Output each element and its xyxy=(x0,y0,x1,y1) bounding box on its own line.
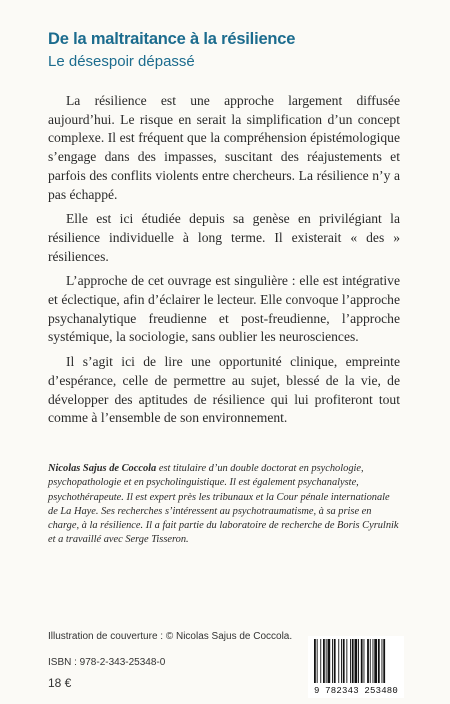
barcode-bars-icon xyxy=(308,636,404,686)
author-bio xyxy=(48,462,400,548)
isbn: ISBN : 978-2-343-25348-0 xyxy=(48,657,166,668)
author-bio-text: est titulaire d’un double doctorat en psychologie, psychopathologie et en psycholinguistique. Il est également psychanalyste, psychothérapeute. Il est expert près les tribunaux et la Cour pénale internationale de La Haye. Ses recherches s’intéressent au psychotraumatisme, à sa prise en charge, à la résilience. Il a fait partie du laboratoire de recherche de Boris Cyrulnik et a travaillé avec Serge Tisseron. xyxy=(48,463,399,546)
summary-paragraph: La résilience est une approche largement diffusée aujourd’hui. Le risque en serait la simplification d’un concept complexe. Il est fréquent que la compréhension épistémologique s’engage dans des impasses, suscitant des réajustements et parfois des conflits violents entre chercheurs. La résilience n’y a pas échappé. xyxy=(48,93,400,202)
summary-paragraph: Elle est ici étudiée depuis sa genèse en privilégiant la résilience individuelle à long terme. Il existerait « des » résiliences. xyxy=(48,211,400,264)
summary-paragraph: L’approche de cet ouvrage est singulière : elle est intégrative et éclectique, afin d’éclairer le lecteur. Elle convoque l’approche psychanalytique freudienne et post-freudienne, l’approche systémique, la sociologie, sans oublier les neurosciences. xyxy=(48,273,400,345)
barcode-digits: 9 782343 253480 xyxy=(313,686,398,696)
price: 18 € xyxy=(48,676,72,690)
barcode xyxy=(308,636,404,698)
header xyxy=(48,30,295,70)
back-cover-summary xyxy=(48,92,400,434)
book-subtitle: Le désespoir dépassé xyxy=(48,53,195,70)
illustration-credit: Illustration de couverture : © Nicolas Sajus de Coccola. xyxy=(48,631,293,642)
author-name: Nicolas Sajus de Coccola xyxy=(48,463,157,474)
book-title: De la maltraitance à la résilience xyxy=(48,30,296,48)
summary-paragraph: Il s’agit ici de lire une opportunité clinique, empreinte d’espérance, celle de permettre au sujet, blessé de la vie, de développer des aptitudes de résilience qui lui profiteront tout comme à l’ensemble de son environnement. xyxy=(48,354,400,426)
